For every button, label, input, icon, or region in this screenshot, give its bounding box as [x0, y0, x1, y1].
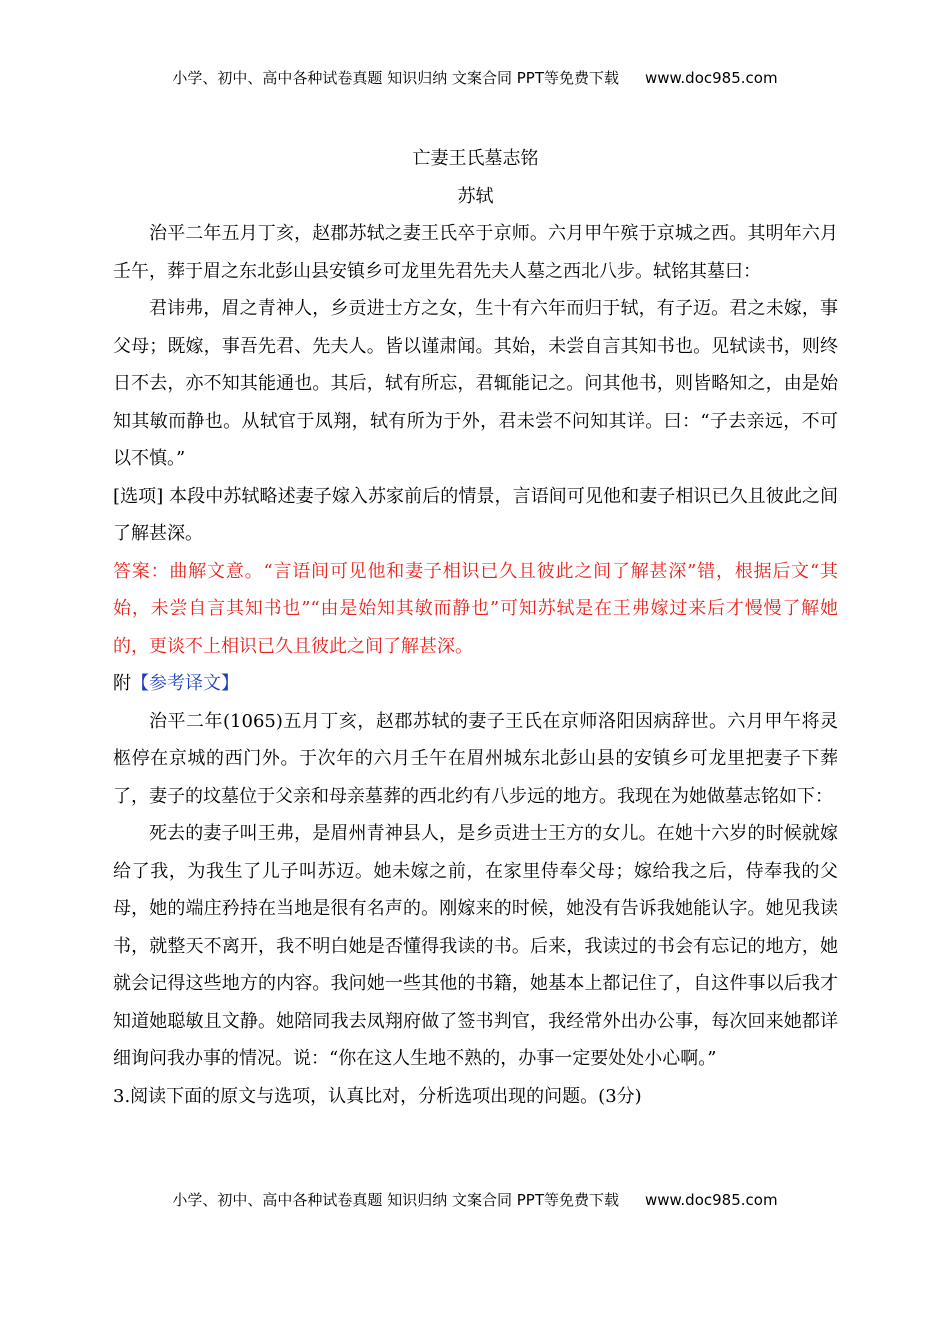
page-footer — [0, 1190, 950, 1210]
original-paragraph-1: 治平二年五月丁亥，赵郡苏轼之妻王氏卒于京师。六月甲午殡于京城之西。其明年六月壬午，葬于眉之东北彭山县安镇乡可龙里先君先夫人墓之西北八步。轼铭其墓曰： — [113, 223, 838, 282]
document-body — [113, 140, 838, 1115]
original-paragraph-2: 君讳弗，眉之青神人，乡贡进士方之女，生十有六年而归于轼，有子迈。君之未嫁，事父母；既嫁，事吾先君、先夫人。皆以谨肃闻。其始，未尝自言其知书也。见轼读书，则终日不去，亦不知其能通也。其后，轼有所忘，君辄能记之。问其他书，则皆略知之，由是始知其敏而静也。从轼官于凤翔，轼有所为于外，君未尝不问知其详。曰：“子去亲远，不可以不慎。” — [113, 298, 838, 469]
footer-tagline: 小学、初中、高中各种试卷真题 知识归纳 文案合同 PPT等免费下载 — [172, 1191, 619, 1209]
footer-site-link[interactable]: www.doc985.com — [644, 1191, 778, 1209]
reference-translation-label: 【参考译文】 — [131, 673, 239, 694]
essay-author: 苏轼 — [457, 185, 494, 207]
appendix-line — [113, 665, 838, 703]
header-site-link[interactable]: www.doc985.com — [644, 69, 778, 87]
essay-title: 亡妻王氏墓志铭 — [412, 148, 539, 169]
header-tagline: 小学、初中、高中各种试卷真题 知识归纳 文案合同 PPT等免费下载 — [172, 69, 619, 87]
page-header — [0, 68, 950, 88]
answer-text: 答案：曲解文意。“言语间可见他和妻子相识已久且彼此之间了解甚深”错，根据后文“其始，未尝自言其知书也”“由是始知其敏而静也”可知苏轼是在王弗嫁过来后才慢慢了解她的，更谈不上相识已久且彼此之间了解甚深。 — [113, 560, 838, 657]
translation-paragraph-1: 治平二年(1065)五月丁亥，赵郡苏轼的妻子王氏在京师洛阳因病辞世。六月甲午将灵柩停在京城的西门外。于次年的六月壬午在眉州城东北彭山县的安镇乡可龙里把妻子下葬了，妻子的坟墓位于父亲和母亲墓葬的西北约有八步远的地方。我现在为她做墓志铭如下： — [113, 710, 838, 807]
appendix-prefix: 附 — [113, 673, 131, 694]
option-text: [选项] 本段中苏轼略述妻子嫁入苏家前后的情景，言语间可见他和妻子相识已久且彼此之间了解甚深。 — [113, 485, 838, 544]
question-3: 3.阅读下面的原文与选项，认真比对，分析选项出现的问题。(3分) — [113, 1085, 642, 1107]
translation-paragraph-2: 死去的妻子叫王弗，是眉州青神县人，是乡贡进士王方的女儿。在她十六岁的时候就嫁给了我，为我生了儿子叫苏迈。她未嫁之前，在家里侍奉父母；嫁给我之后，侍奉我的父母，她的端庄矜持在当地是很有名声的。刚嫁来的时候，她没有告诉我她能认字。她见我读书，就整天不离开，我不明白她是否懂得我读的书。后来，我读过的书会有忘记的地方，她就会记得这些地方的内容。我问她一些其他的书籍，她基本上都记住了，自这件事以后我才知道她聪敏且文静。她陪同我去凤翔府做了签书判官，我经常外出办公事，每次回来她都详细询问我办事的情况。说：“你在这人生地不熟的，办事一定要处处小心啊。” — [113, 823, 838, 1069]
